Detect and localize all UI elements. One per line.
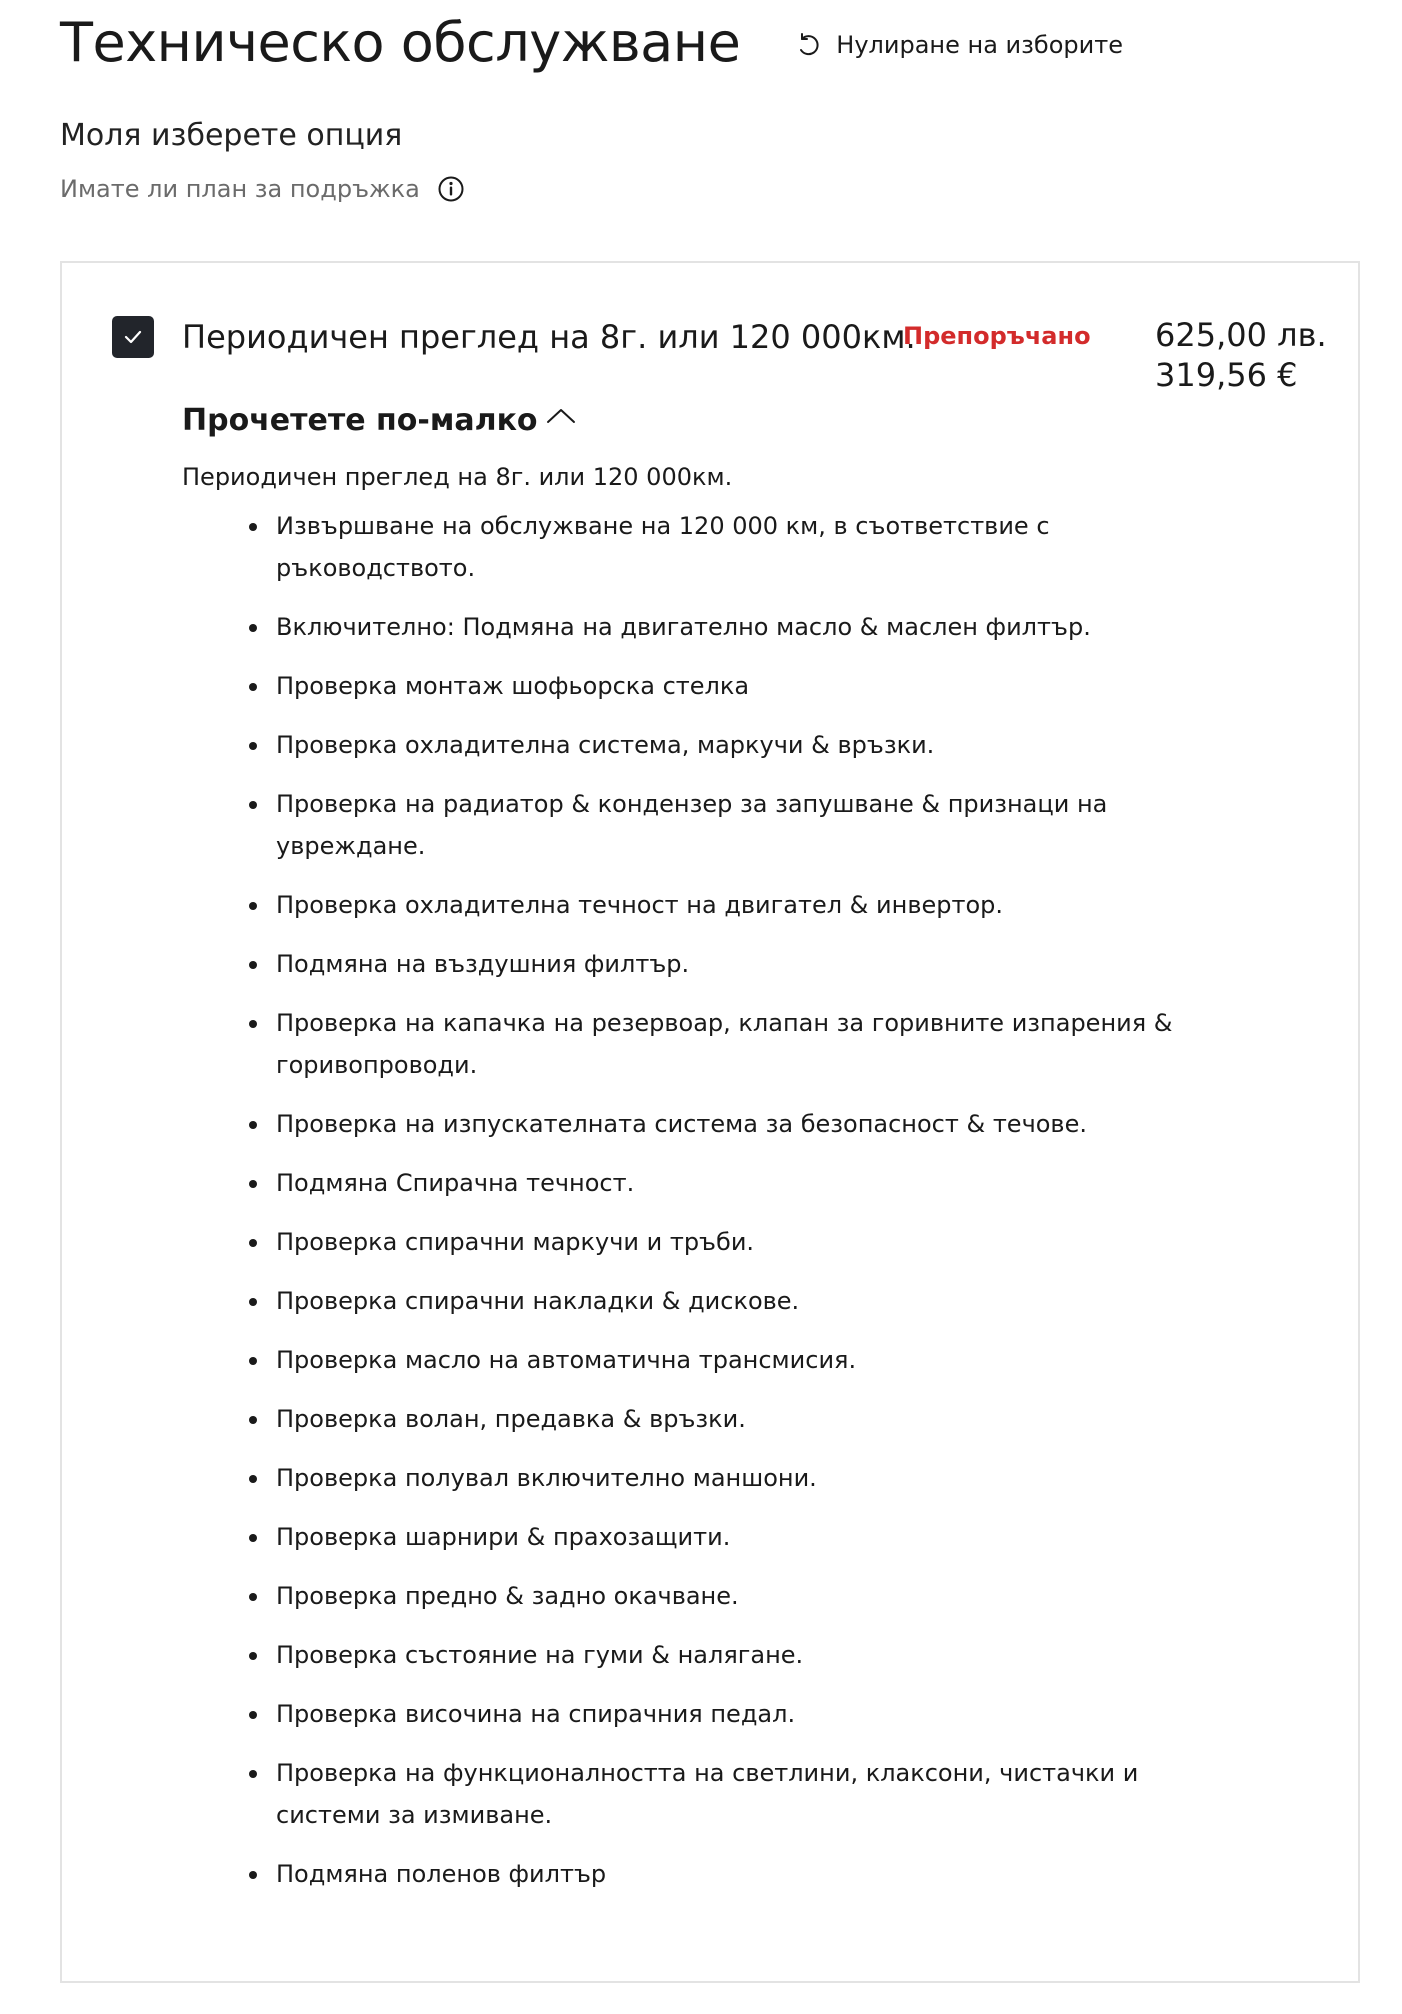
service-option-price	[1155, 315, 1327, 395]
reset-selections-button[interactable]	[792, 30, 1123, 60]
service-option-checkbox[interactable]	[112, 316, 154, 358]
price-eur: 319,56 €	[1155, 356, 1298, 394]
details-list-item: Проверка на функционалността на светлини, клаксони, чистачки и системи за измиване.	[276, 1752, 1236, 1836]
details-list-item: Проверка волан, предавка & връзки.	[276, 1398, 1236, 1440]
details-list	[276, 505, 1236, 1912]
checkmark-icon	[123, 329, 143, 345]
details-list-item: Проверка височина на спирачния педал.	[276, 1693, 1236, 1735]
info-icon[interactable]	[436, 174, 466, 204]
page-header	[60, 8, 1123, 78]
details-list-item: Проверка охладителна система, маркучи & връзки.	[276, 724, 1236, 766]
details-list-item: Проверка монтаж шофьорска стелка	[276, 665, 1236, 707]
price-bgn: 625,00 лв.	[1155, 316, 1327, 354]
details-list-item: Подмяна Спирачна течност.	[276, 1162, 1236, 1204]
details-list-item: Извършване на обслужване на 120 000 км, в съответствие с ръководството.	[276, 505, 1236, 589]
details-list-item: Проверка състояние на гуми & налягане.	[276, 1634, 1236, 1676]
details-intro: Периодичен преглед на 8г. или 120 000км.	[182, 463, 733, 491]
details-list-item: Проверка шарнири & прахозащити.	[276, 1516, 1236, 1558]
service-option-card	[60, 261, 1360, 1983]
details-list-item: Проверка предно & задно окачване.	[276, 1575, 1236, 1617]
reset-selections-label: Нулиране на изборите	[836, 31, 1123, 59]
details-list-item: Проверка на радиатор & кондензер за запушване & признаци на увреждане.	[276, 783, 1236, 867]
details-list-item: Проверка на изпускателната система за безопасност & течове.	[276, 1103, 1236, 1145]
read-less-label: Прочетете по-малко	[182, 403, 538, 438]
maintenance-plan-question	[60, 174, 466, 204]
details-list-item: Проверка охладителна течност на двигател & инвертор.	[276, 884, 1236, 926]
page-subtitle: Моля изберете опция	[60, 118, 403, 153]
details-list-item: Проверка спирачни накладки & дискове.	[276, 1280, 1236, 1322]
chevron-up-icon	[544, 405, 578, 427]
maintenance-plan-label: Имате ли план за подръжка	[60, 175, 420, 203]
service-option-title: Периодичен преглед на 8г. или 120 000км.	[182, 318, 916, 356]
details-list-item: Подмяна поленов филтър	[276, 1853, 1236, 1895]
details-list-item: Подмяна на въздушния филтър.	[276, 943, 1236, 985]
details-list-item: Проверка полувал включително маншони.	[276, 1457, 1236, 1499]
details-list-item: Проверка спирачни маркучи и тръби.	[276, 1221, 1236, 1263]
details-list-item: Проверка масло на автоматична трансмисия.	[276, 1339, 1236, 1381]
page-title: Техническо обслужване	[60, 11, 741, 74]
undo-icon	[792, 30, 822, 60]
recommended-badge: Препоръчано	[903, 322, 1091, 350]
details-list-item: Включително: Подмяна на двигателно масло & маслен филтър.	[276, 606, 1236, 648]
read-less-toggle[interactable]	[182, 403, 578, 438]
details-list-item: Проверка на капачка на резервоар, клапан за горивните изпарения & горивопроводи.	[276, 1002, 1236, 1086]
